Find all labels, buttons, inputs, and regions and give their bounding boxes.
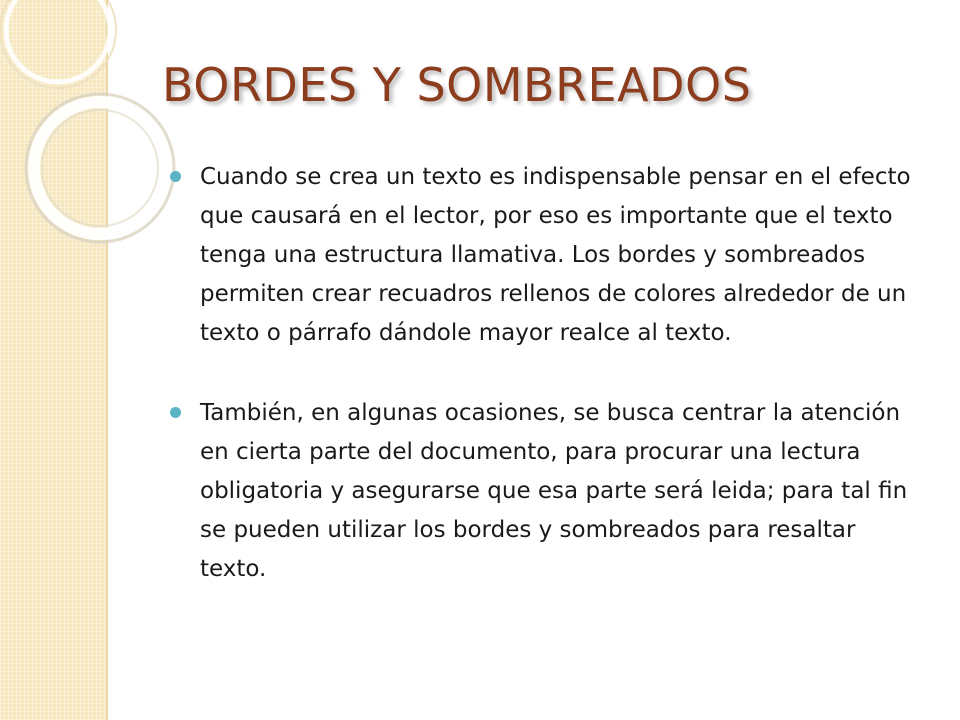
list-item <box>160 394 920 589</box>
bullet-text: Cuando se crea un texto es indispensable pensar en el efecto que causará en el lector, por eso es importante que el texto tenga una estructura llamativa. Los bordes y sombreados permiten crear recuadros rellenos de colores alrededor de un texto o párrafo dándole mayor realce al texto. <box>200 164 911 346</box>
bullet-dot-icon <box>170 407 181 418</box>
slide-title: BORDES Y SOMBREADOS <box>162 58 752 112</box>
bullet-text: También, en algunas ocasiones, se busca centrar la atención en cierta parte del documento, para procurar una lectura obligatoria y asegurarse que esa parte será leida; para tal fin se pueden utilizar los bordes y sombreados para resaltar texto. <box>200 400 908 582</box>
bullet-list <box>160 158 920 589</box>
list-item <box>160 158 920 353</box>
bullet-dot-icon <box>170 171 181 182</box>
